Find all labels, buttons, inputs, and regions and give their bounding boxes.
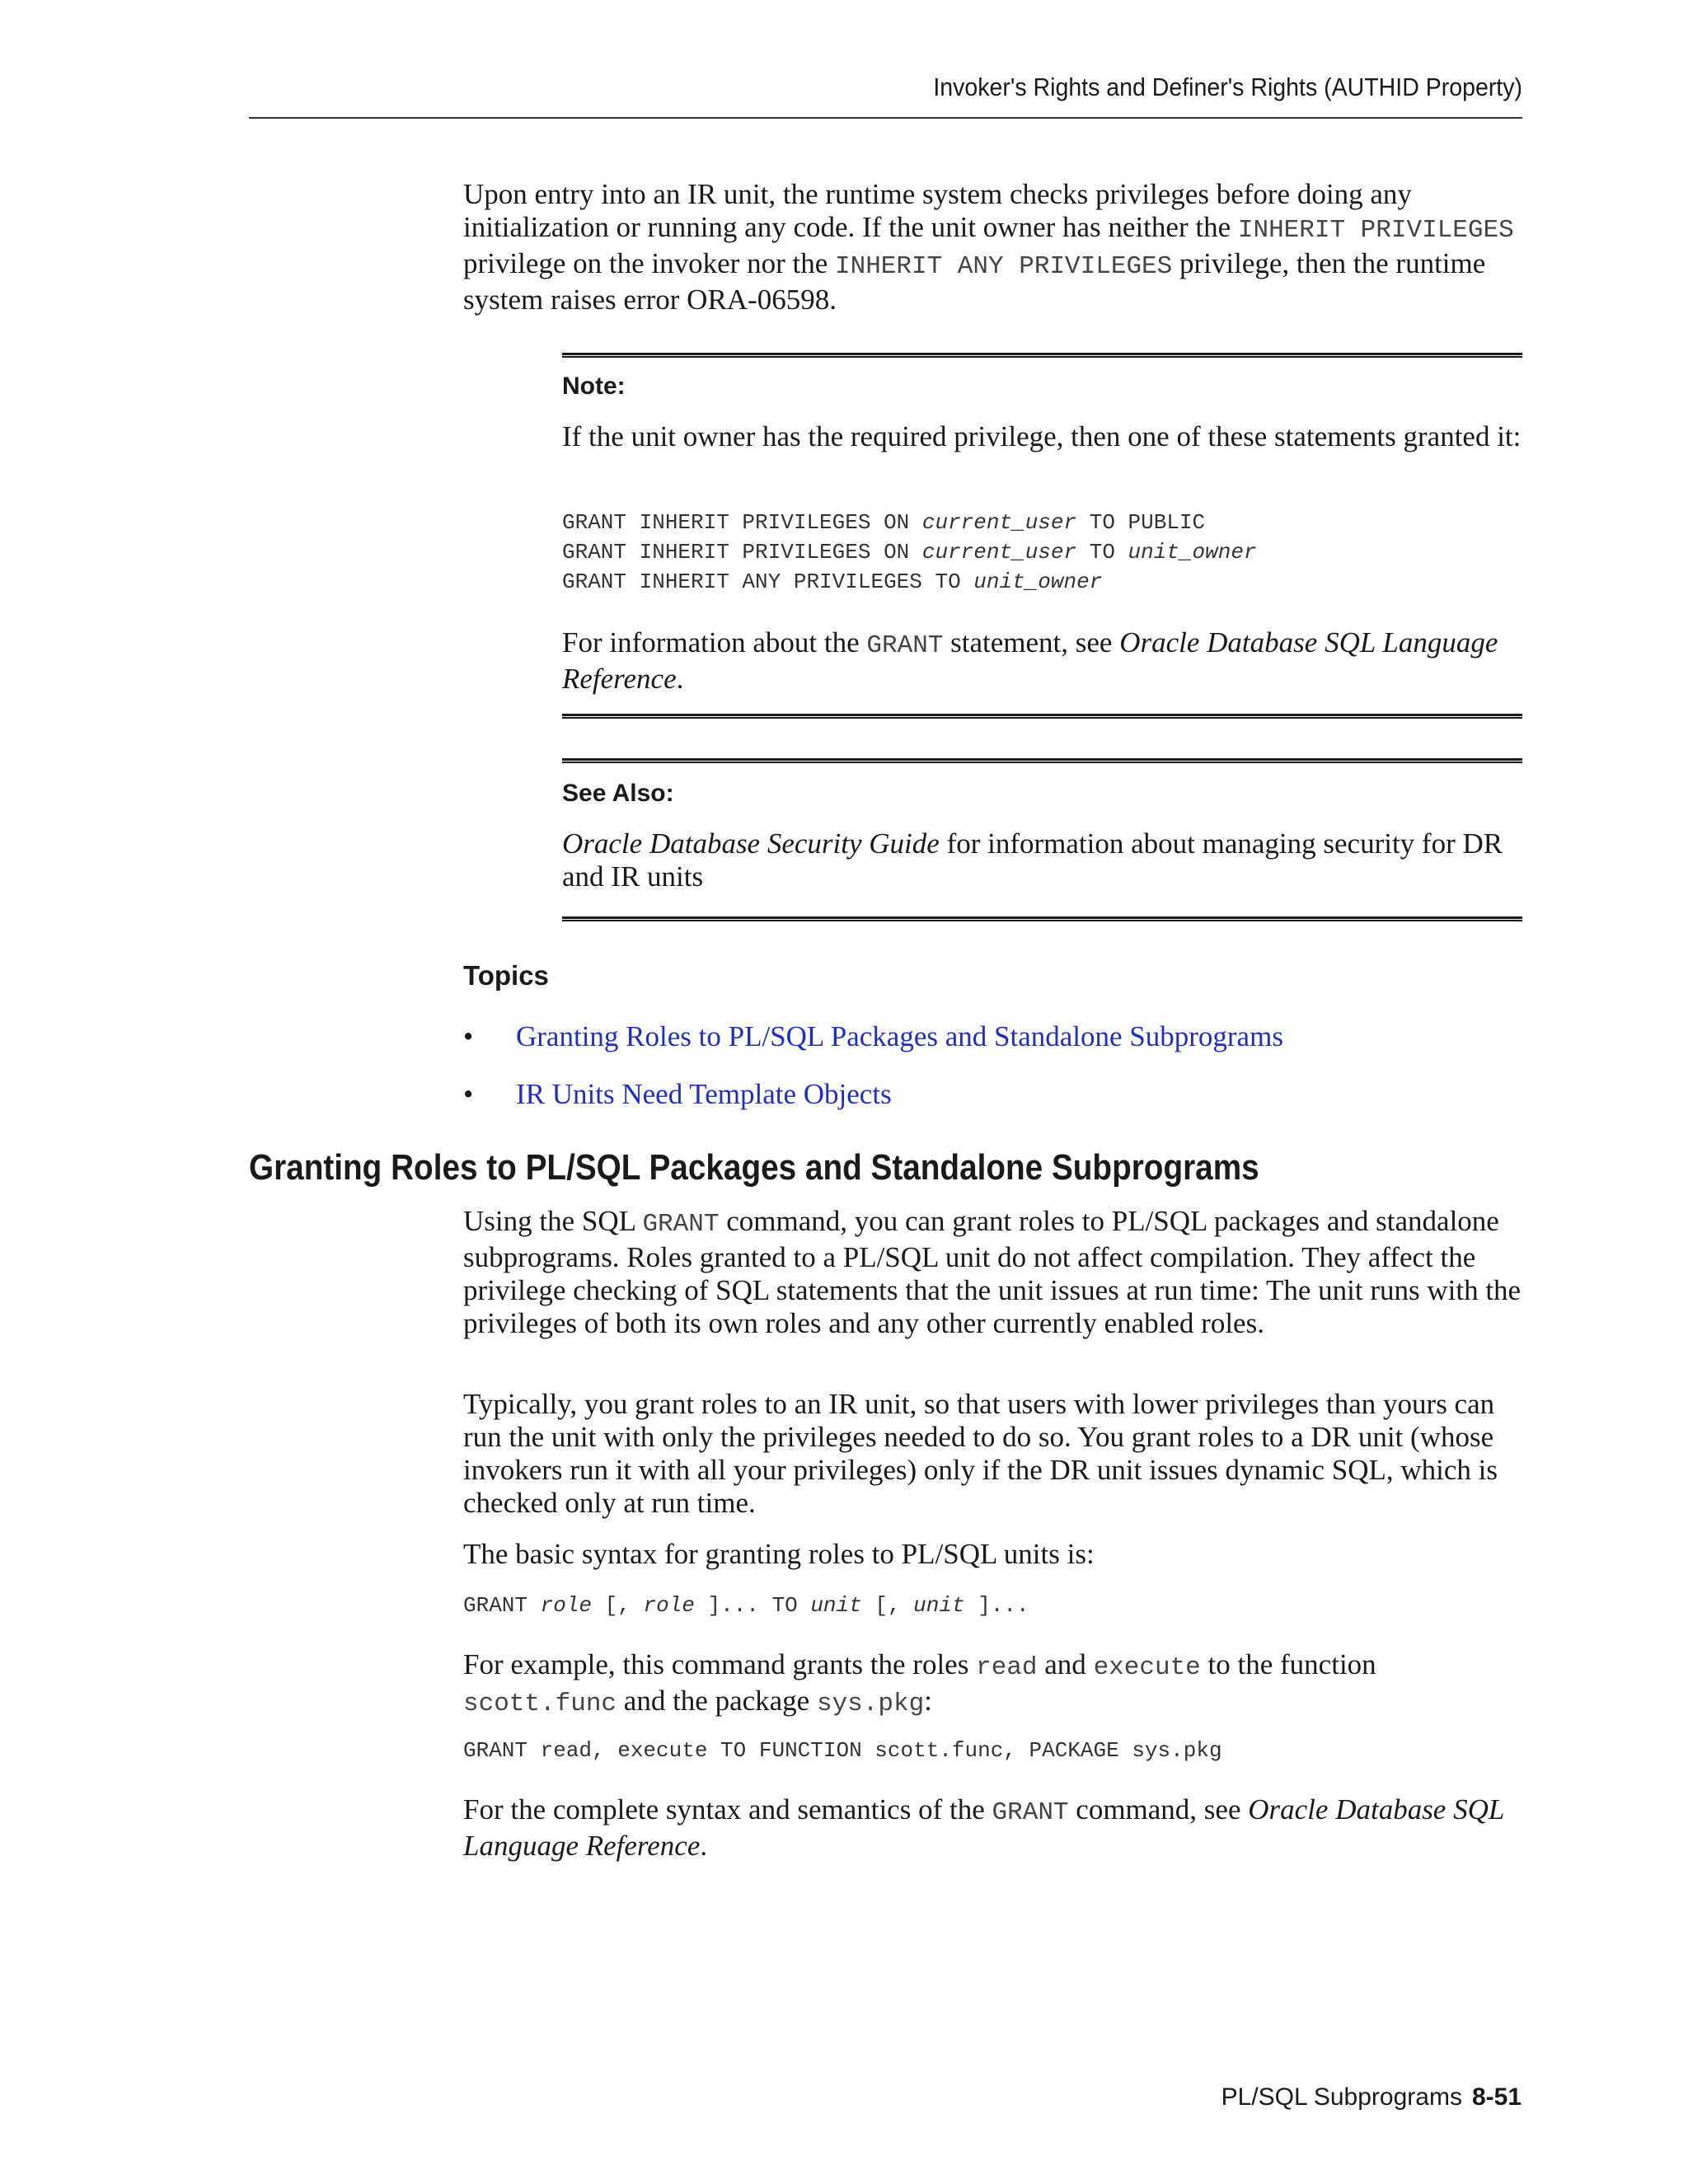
example-code-block: GRANT read, execute TO FUNCTION scott.func, PACKAGE sys.pkg <box>463 1738 1222 1763</box>
note-code-block: GRANT INHERIT PRIVILEGES ON current_user TO PUBLIC GRANT INHERIT PRIVILEGES ON current_user TO unit_owner GRANT INHERIT ANY PRIVILEGES TO unit_owner <box>562 510 1257 594</box>
topic-link-ir-units[interactable]: IR Units Need Template Objects <box>516 1078 892 1110</box>
see-also-top-rule <box>562 758 1522 763</box>
see-also-text: Oracle Database Security Guide for information about managing security for DR and IR units <box>562 827 1503 893</box>
topics-heading: Topics <box>463 960 549 991</box>
footer-page-number: 8-51 <box>1471 2083 1522 2111</box>
topic-link-granting-roles[interactable]: Granting Roles to PL/SQL Packages and Standalone Subprograms <box>516 1020 1283 1052</box>
note-top-rule <box>562 353 1522 358</box>
section-paragraph-3: The basic syntax for granting roles to PL/SQL units is: <box>463 1538 1095 1570</box>
bullet: • <box>463 1020 474 1052</box>
see-also-bottom-rule <box>562 916 1522 921</box>
note-info-text: For information about the GRANT statement, see Oracle Database SQL Language Reference. <box>562 626 1498 695</box>
syntax-code-block: GRANT role [, role ]... TO unit [, unit ]... <box>463 1593 1029 1618</box>
footer-chapter: PL/SQL Subprograms <box>1221 2083 1462 2111</box>
section-paragraph-4: For example, this command grants the roles read and execute to the function scott.func and the package sys.pkg: <box>463 1648 1376 1718</box>
section-paragraph-1: Using the SQL GRANT command, you can grant roles to PL/SQL packages and standalone subprograms. Roles granted to a PL/SQL unit do not affect compilation. They affect the privilege checking of SQL statements that the unit issues at run time: The unit runs with the privileges of both its own roles and any other currently enabled roles. <box>463 1205 1522 1339</box>
note-text: If the unit owner has the required privilege, then one of these statements granted it: <box>562 420 1522 452</box>
header-rule <box>249 117 1522 119</box>
bullet: • <box>463 1078 474 1110</box>
intro-paragraph: Upon entry into an IR unit, the runtime system checks privileges before doing any initialization or running any code. If the unit owner has neither the INHERIT PRIVILEGES privilege on the invoker nor the INHERIT ANY PRIVILEGES privilege, then the runtime system raises error ORA-06598. <box>463 178 1514 316</box>
note-heading: Note: <box>562 373 626 400</box>
section-heading: Granting Roles to PL/SQL Packages and Standalone Subprograms <box>249 1147 1259 1188</box>
see-also-heading: See Also: <box>562 780 674 807</box>
note-bottom-rule <box>562 714 1522 719</box>
section-paragraph-2: Typically, you grant roles to an IR unit, so that users with lower privileges than yours can run the unit with only the privileges needed to do so. You grant roles to a DR unit (whose invokers run it with all your privileges) only if the DR unit issues dynamic SQL, which is checked only at run time. <box>463 1388 1498 1519</box>
page-footer <box>1221 2083 1522 2111</box>
running-header: Invoker's Rights and Definer's Rights (AUTHID Property) <box>933 73 1522 101</box>
section-paragraph-5: For the complete syntax and semantics of the GRANT command, see Oracle Database SQL Language Reference. <box>463 1793 1504 1862</box>
